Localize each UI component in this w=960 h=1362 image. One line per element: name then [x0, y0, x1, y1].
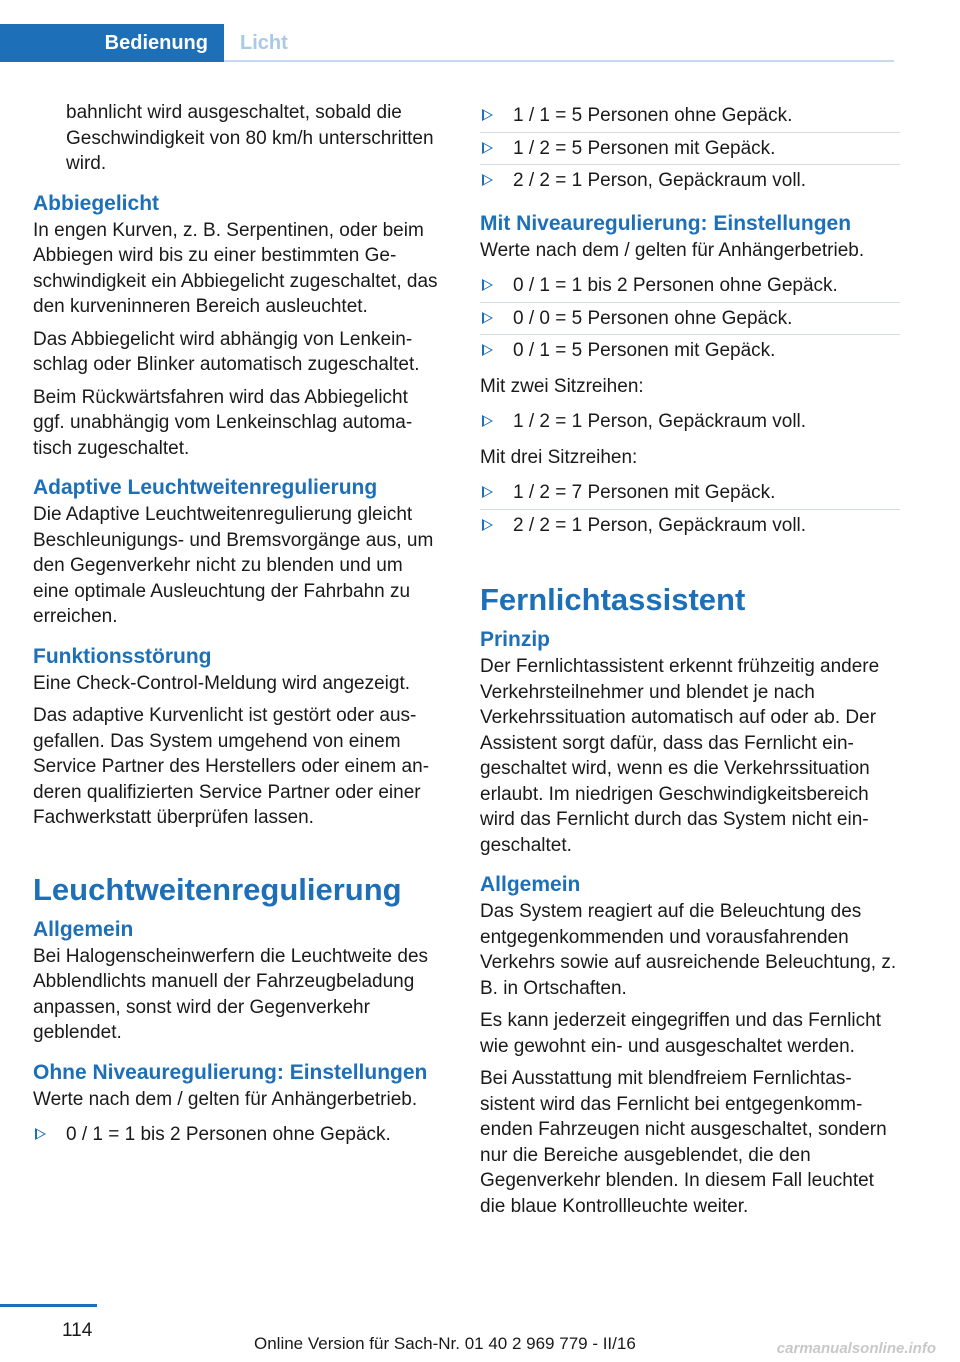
- paragraph: Mit zwei Sitzreihen:: [480, 375, 644, 397]
- list-item: 2 / 2 = 1 Person, Gepäckraum voll.: [480, 165, 900, 197]
- list-item: 2 / 2 = 1 Person, Gepäckraum voll.: [480, 510, 900, 542]
- triangle-bullet-icon: [482, 344, 493, 356]
- triangle-bullet-icon: [482, 174, 493, 186]
- paragraph: Eine Check-Control-Meldung wird angezeigt.: [33, 672, 411, 694]
- settings-list-continued: [480, 100, 900, 197]
- heading-fernlichtassistent: Fernlichtassistent: [480, 582, 746, 617]
- triangle-bullet-icon: [482, 142, 493, 154]
- list-item: 0 / 1 = 1 bis 2 Personen ohne Gepäck.: [480, 270, 900, 303]
- triangle-bullet-icon: [482, 415, 493, 427]
- list-item: 0 / 0 = 5 Personen ohne Gepäck.: [480, 303, 900, 336]
- page-number: 114: [62, 1320, 93, 1341]
- right-column: [480, 100, 900, 1226]
- list-item: 1 / 2 = 7 Personen mit Gepäck.: [480, 477, 900, 510]
- heading-abbiegelicht: Abbiegelicht: [33, 191, 160, 215]
- triangle-bullet-icon: [482, 519, 493, 531]
- heading-leuchtweitenregulierung: Leuchtweitenregulierung: [33, 871, 402, 907]
- triangle-bullet-icon: [482, 312, 493, 324]
- paragraph: Es kann jederzeit eingegriffen und das Fernlicht wie gewohnt ein- und ausgeschaltet werden.: [480, 1010, 882, 1057]
- list-item: 1 / 2 = 5 Personen mit Gepäck.: [480, 133, 900, 166]
- paragraph: Das Abbiegelicht wird abhängig von Lenkeinschlag oder Blinker automatisch zugeschaltet.: [33, 328, 420, 375]
- tab-underline: [224, 60, 894, 62]
- paragraph: Werte nach dem / gelten für Anhängerbetrieb.: [33, 1088, 418, 1110]
- paragraph: Mit drei Sitzreihen:: [480, 446, 638, 468]
- list-item: 0 / 1 = 1 bis 2 Personen ohne Gepäck.: [33, 1119, 443, 1151]
- paragraph: Bei Halogenscheinwerfern die Leuchtweite des Abblendlichts manuell der Fahrzeugbeladung anpassen, sonst wird der Gegenverkehr geblendet.: [33, 945, 429, 1043]
- paragraph: Beim Rückwärtsfahren wird das Abbiegelicht ggf. unabhängig vom Lenkeinschlag automatisch zugeschaltet.: [33, 386, 413, 459]
- heading-allgemein: Allgemein: [480, 873, 581, 896]
- paragraph: Das adaptive Kurvenlicht ist gestört oder ausgefallen. Das System umgehend von einem Service Partner des Herstellers oder einem anderen qualifizierten Service Partner oder einer Fachwerkstatt überprüfen lassen.: [33, 705, 430, 828]
- settings-list-drei: [480, 477, 900, 541]
- triangle-bullet-icon: [482, 279, 493, 291]
- settings-list-mit: [480, 270, 900, 367]
- paragraph: Bei Ausstattung mit blendfreiem Fernlichtassistent wird das Fernlicht bei entgegenkommenden Fahrzeugen nicht ausgeschaltet, sondern nur die Bereiche ausgeblendet, die den Gegenverkehr blenden. In diesem Fall leuchtet die blaue Kontrollleuchte weiter.: [480, 1068, 887, 1217]
- paragraph: Die Adaptive Leuchtweitenregulierung gleicht Beschleunigungs- und Bremsvorgänge aus, um den Gegenverkehr nicht zu blenden und um eine optimale Ausleuchtung der Fahrbahn zu erreichen.: [33, 504, 434, 627]
- paragraph: Werte nach dem / gelten für Anhängerbetrieb.: [480, 239, 865, 261]
- footer-accent-line: [0, 1304, 97, 1307]
- paragraph: Der Fernlichtassistent erkennt frühzeitig andere Verkehrsteilnehmer und blendet je nach Verkehrssituation automatisch auf oder ab. Der Assistent sorgt dafür, dass das Fernlicht eingeschaltet wird, wenn es die Verkehrssituation erlaubt. Im niedrigen Geschwindigkeitsbereich wird das Fernlicht durch das System nicht eingeschaltet.: [480, 656, 880, 856]
- heading-prinzip: Prinzip: [480, 628, 551, 651]
- paragraph: In engen Kurven, z. B. Serpentinen, oder beim Abbiegen wird bis zu einer bestimmten Geschwindigkeit ein Abbiegelicht zugeschaltet, das den kurveninneren Bereich ausleuchtet.: [33, 219, 438, 317]
- list-item: 1 / 1 = 5 Personen ohne Gepäck.: [480, 100, 900, 133]
- settings-list-zwei: [480, 406, 900, 438]
- heading-allgemein: Allgemein: [33, 917, 134, 941]
- heading-mit-niveauregulierung: Mit Niveauregulierung: Einstellungen: [480, 211, 852, 235]
- intro-continuation: bahnlicht wird ausgeschaltet, sobald die Geschwindigkeit von 80 km/h unterschritten wird.: [66, 102, 434, 174]
- online-version-note: Online Version für Sach-Nr. 01 40 2 969 779 - II/16: [254, 1334, 636, 1353]
- tab-bedienung[interactable]: Bedienung: [0, 24, 224, 62]
- chapter-tabbar: [0, 24, 894, 62]
- triangle-bullet-icon: [482, 486, 493, 498]
- watermark: carmanualsonline.info: [776, 1340, 936, 1357]
- settings-list: [33, 1119, 443, 1151]
- paragraph: Das System reagiert auf die Beleuchtung des entgegenkommenden und vorausfahrenden Verkehrs sowie auf ausreichende Beleuchtung, z. B. in Ortschaften.: [480, 901, 897, 999]
- triangle-bullet-icon: [482, 109, 493, 121]
- list-item: 0 / 1 = 5 Personen mit Gepäck.: [480, 335, 900, 367]
- triangle-bullet-icon: [35, 1128, 46, 1140]
- list-item: 1 / 2 = 1 Person, Gepäckraum voll.: [480, 406, 900, 438]
- tab-licht[interactable]: Licht: [240, 31, 288, 54]
- heading-adaptive-lwr: Adaptive Leuchtweitenregulierung: [33, 476, 378, 499]
- heading-ohne-niveauregulierung: Ohne Niveauregulierung: Einstellungen: [33, 1060, 428, 1084]
- left-column: [33, 100, 443, 1158]
- heading-funktionsstoerung: Funktionsstörung: [33, 644, 212, 668]
